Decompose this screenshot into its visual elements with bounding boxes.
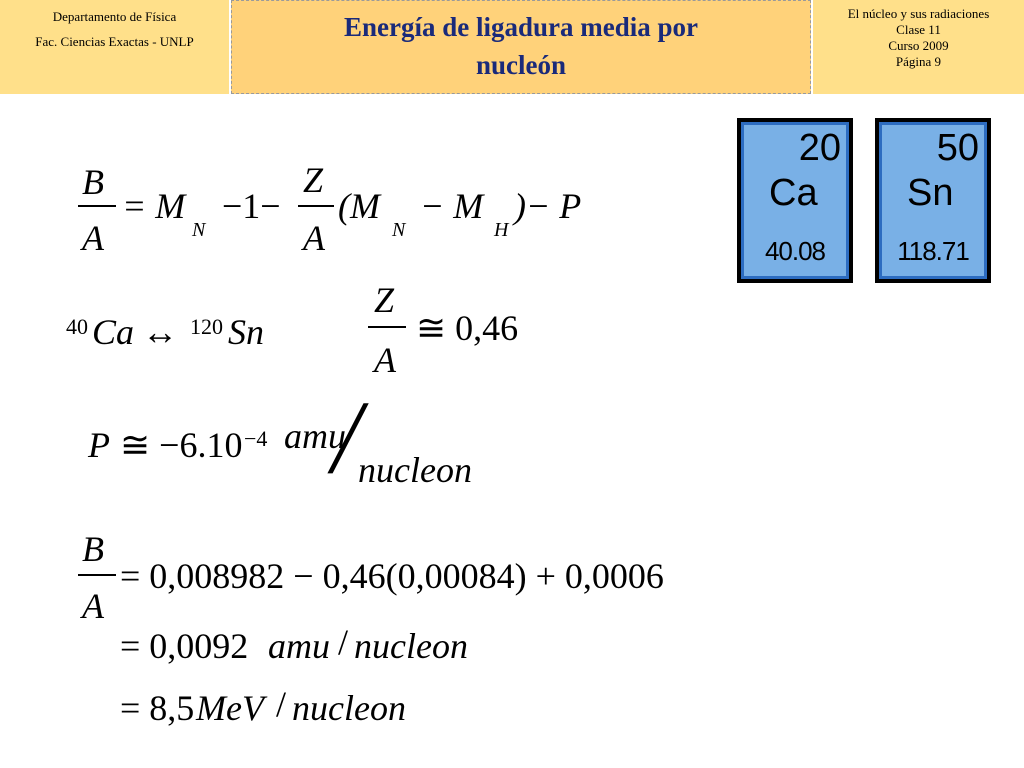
fraction-bar <box>368 326 406 328</box>
page-label: Página 9 <box>895 54 942 69</box>
fraction-bar <box>78 574 116 576</box>
equation-term: − M <box>420 186 484 226</box>
unit-numerator: amu <box>284 416 346 456</box>
subscript: N <box>392 219 406 241</box>
faculty-label: Fac. Ciencias Exactas - UNLP <box>35 34 194 49</box>
fraction-denominator: A <box>303 218 325 258</box>
equation-term: = 8,5 <box>120 688 195 728</box>
fraction-numerator: B <box>82 162 104 202</box>
fraction-denominator: A <box>82 586 104 626</box>
element-tile-sn <box>875 118 991 283</box>
header-right <box>813 0 1024 94</box>
equation-term: P <box>88 425 110 465</box>
element-tile-ca <box>737 118 853 283</box>
equation-term: = 0,0092 <box>120 626 249 666</box>
slide-title <box>231 0 811 94</box>
unit-denominator: nucleon <box>354 626 468 666</box>
fraction-denominator: A <box>374 340 396 380</box>
atomic-mass: 40.08 <box>764 236 826 266</box>
atomic-number: 50 <box>936 127 979 169</box>
header-left <box>0 0 229 94</box>
atomic-mass: 118.71 <box>897 236 969 266</box>
equation-term: ≅ −6.10 <box>120 425 243 465</box>
subscript: N <box>192 219 206 241</box>
fraction-numerator: B <box>82 529 104 569</box>
year-label: Curso 2009 <box>888 38 949 53</box>
title-line-1: Energía de ligadura media por <box>343 12 698 42</box>
unit-denominator: nucleon <box>358 450 472 490</box>
isotope-symbol: Sn <box>228 312 264 352</box>
equation-term: ≅ 0,46 <box>416 308 519 348</box>
course-label: El núcleo y sus radiaciones <box>847 6 990 21</box>
equation-term: = 0,008982 − 0,46(0,00084) + 0,0006 <box>120 556 664 596</box>
equation-term: −1− <box>222 186 281 226</box>
atomic-number: 20 <box>798 127 841 169</box>
slash-icon: / <box>276 684 287 724</box>
isotope-symbol: Ca <box>92 312 135 352</box>
subscript: H <box>494 219 509 241</box>
department-label: Departamento de Física <box>52 9 177 24</box>
element-symbol: Ca <box>769 172 818 214</box>
slash-icon: ╱ <box>330 406 367 472</box>
equation-term: )− P <box>514 186 582 226</box>
class-label: Clase 11 <box>896 22 941 37</box>
fraction-numerator: Z <box>303 160 324 200</box>
double-arrow-icon: ↔ <box>142 312 178 352</box>
mass-number: 120 <box>190 314 223 339</box>
unit-numerator: MeV <box>196 688 264 728</box>
fraction-numerator: Z <box>374 280 395 320</box>
fraction-denominator: A <box>82 218 104 258</box>
unit-denominator: nucleon <box>292 688 406 728</box>
element-symbol: Sn <box>907 172 954 214</box>
equation-term: (M <box>338 186 380 226</box>
title-line-2: nucleón <box>475 50 567 80</box>
mass-number: 40 <box>66 314 88 339</box>
fraction-bar <box>298 205 334 207</box>
exponent: −4 <box>244 426 268 451</box>
slash-icon: / <box>338 622 349 662</box>
unit-numerator: amu <box>268 626 330 666</box>
fraction-bar <box>78 205 116 207</box>
equation-term: = M <box>122 186 186 226</box>
